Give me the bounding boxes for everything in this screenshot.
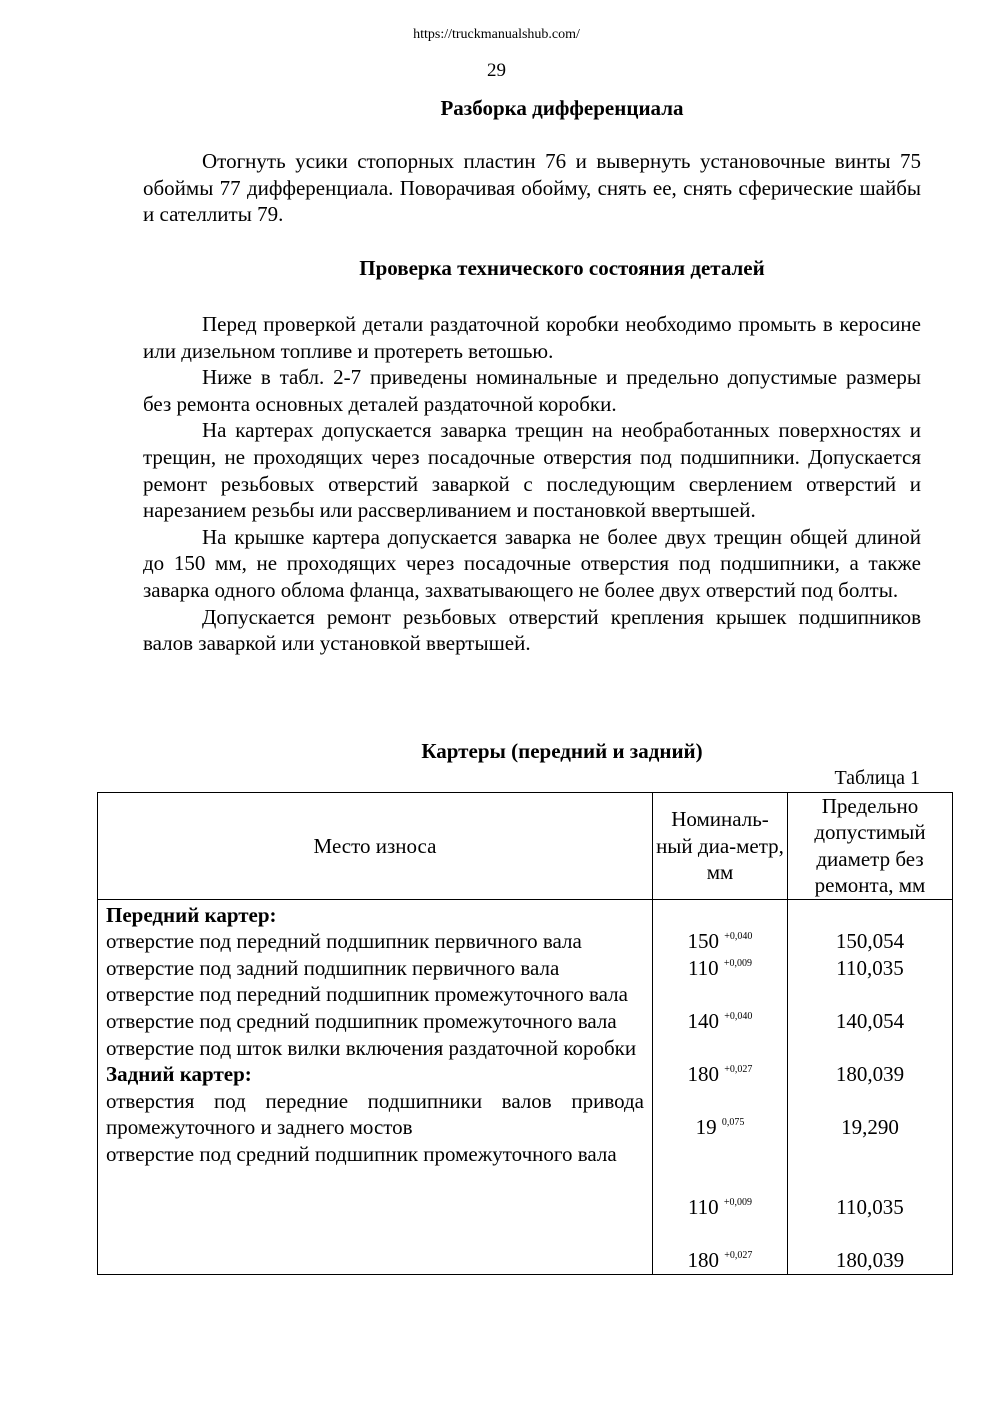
table-row: [98, 899, 953, 1274]
limit-cell: 180,039: [835, 1248, 905, 1273]
table-title: Картеры (передний и задний): [421, 739, 703, 763]
nominal-cell: 19 $^{0,075}$: [695, 1115, 745, 1140]
paragraph: Перед проверкой детали раздаточной коробки необходимо промыть в керосине или дизельном топливе и протереть ветошью.: [143, 312, 921, 363]
paragraph: На крышке картера допускается заварка не более двух трещин общей длиной до 150 мм, не проходящих через посадочные отверстия под подшипники, а также заварка одного облома фланца, захватывающего не более двух отверстий под болты.: [143, 524, 921, 602]
nominal-column: [653, 899, 788, 1274]
source-url[interactable]: https://truckmanualshub.com/: [413, 27, 580, 42]
place-column: [98, 899, 653, 1274]
paragraph: Ниже в табл. 2-7 приведены номинальные и предельно допустимые размеры без ремонта основных деталей раздаточной коробки.: [143, 365, 921, 416]
section-title-parts-inspection: Проверка технического состояния деталей: [359, 256, 765, 280]
limit-cell: 19,290: [841, 1115, 899, 1140]
limit-column: [788, 899, 953, 1274]
nominal-cell: 180 $^{+0,027}$: [687, 1248, 753, 1273]
wear-limits-table: [97, 792, 953, 1275]
nominal-cell: 150 $^{+0,040}$: [687, 929, 753, 954]
section-body-differential-disassembly: [143, 148, 921, 228]
tolerance: +0,027: [724, 1064, 753, 1076]
place-cell: отверстие под передний подшипник промежуточного вала: [106, 982, 628, 1007]
nominal-cell: 140 $^{+0,040}$: [687, 1009, 753, 1033]
place-cell: отверстие под шток вилки включения раздаточной коробки: [106, 1035, 637, 1060]
group-title-front: Передний картер:: [106, 902, 277, 927]
tolerance: +0,027: [724, 1250, 753, 1262]
tolerance: +0,009: [723, 1197, 753, 1209]
tolerance: 0,075: [721, 1117, 745, 1129]
paragraph: Отогнуть усики стопорных пластин 76 и вывернуть установочные винты 75 обоймы 77 дифференциала. Поворачивая обойму, снять ее, снять сферические шайбы и сателлиты 79.: [143, 149, 921, 227]
limit-cell: 180,039: [835, 1062, 905, 1087]
limit-cell: 110,035: [836, 1195, 904, 1220]
group-title-rear: Задний картер:: [106, 1062, 252, 1087]
place-cell: отверстие под средний подшипник промежуточного вала: [106, 1141, 617, 1166]
nominal-cell: 180 $^{+0,027}$: [687, 1062, 753, 1087]
nominal-cell: 110 $^{+0,009}$: [687, 955, 753, 980]
place-cell: отверстие под передний подшипник первичного вала: [106, 929, 582, 954]
table-header-row: [98, 793, 953, 900]
section-body-parts-inspection: [143, 311, 921, 657]
paragraph: Допускается ремонт резьбовых отверстий крепления крышек подшипников валов заваркой или установкой ввертышей.: [143, 604, 921, 656]
limit-cell: 150,054: [835, 929, 905, 954]
header-place: Место износа: [98, 793, 653, 900]
tolerance: +0,040: [724, 1011, 753, 1022]
nominal-cell: 110 $^{+0,009}$: [687, 1195, 753, 1220]
header-nominal: Номиналь-ный диа-метр, мм: [653, 793, 788, 900]
header-limit: Предельно допустимый диаметр без ремонта, мм: [788, 793, 953, 900]
tolerance: +0,009: [723, 957, 753, 969]
section-title-differential-disassembly: Разборка дифференциала: [440, 96, 684, 120]
paragraph: На картерах допускается заварка трещин на необработанных поверхностях и трещин, не проходящих через посадочные отверстия под подшипники. Допускается ремонт резьбовых отверстий заваркой с последующим сверлением отверстий и нарезанием резьбы или рассверливанием и постановкой ввертышей.: [143, 418, 921, 523]
place-cell: отверстие под задний подшипник первичного вала: [106, 955, 560, 980]
limit-cell: 140,054: [835, 1009, 905, 1033]
limit-cell: 110,035: [836, 955, 904, 980]
place-cell: отверстие под средний подшипник промежуточного вала: [106, 1009, 617, 1033]
tolerance: +0,040: [724, 931, 753, 943]
table-number: Таблица 1: [834, 767, 920, 789]
page-number: 29: [487, 60, 506, 81]
place-cell: отверстия под передние подшипники валов привода промежуточного и заднего мостов: [106, 1088, 644, 1140]
